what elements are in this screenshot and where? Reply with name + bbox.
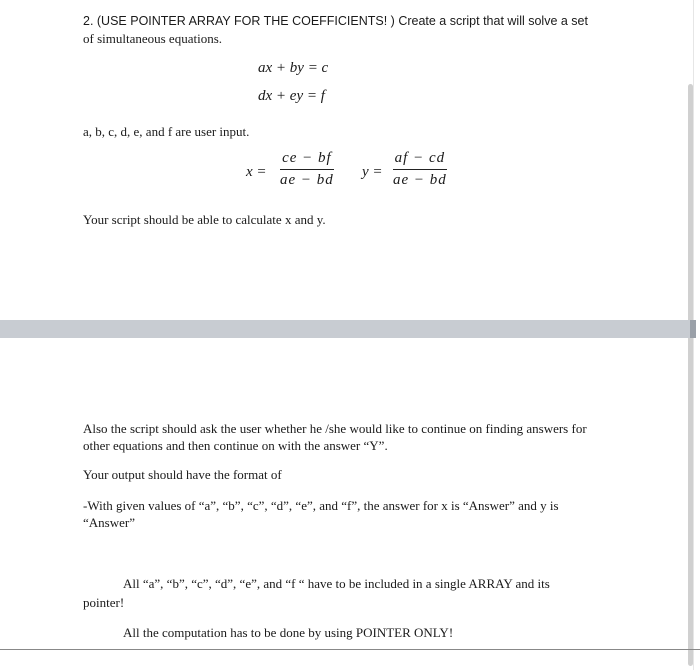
continue-line-2: other equations and then continue on with the answer “Y”. xyxy=(83,438,388,453)
y-fraction-bar xyxy=(393,169,447,170)
continue-note xyxy=(83,420,643,454)
calc-note: Your script should be able to calculate x and y. xyxy=(83,212,326,227)
format-example xyxy=(83,497,643,531)
array-note-line-2: pointer! xyxy=(83,595,125,610)
x-denominator: ae − bd xyxy=(280,172,334,188)
y-fraction xyxy=(393,150,447,189)
pointer-note: All the computation has to be done by using POINTER ONLY! xyxy=(123,625,454,640)
equation-2: dx + ey = f xyxy=(258,88,325,104)
question-line-1: 2. (USE POINTER ARRAY FOR THE COEFFICIENTS! ) Create a script that will solve a set xyxy=(83,14,588,28)
divider-edge xyxy=(690,320,696,338)
continue-line-1: Also the script should ask the user whether he /she would like to continue on finding answers for xyxy=(83,421,587,436)
x-label: x = xyxy=(246,164,267,180)
x-fraction-bar xyxy=(280,169,334,170)
page-bottom-border xyxy=(0,649,700,650)
question-text xyxy=(83,13,643,47)
inputs-note: a, b, c, d, e, and f are user input. xyxy=(83,124,250,139)
x-numerator: ce − bf xyxy=(282,150,332,166)
scrollbar[interactable] xyxy=(688,84,693,666)
format-example-line-1: -With given values of “a”, “b”, “c”, “d”, “e”, and “f”, the answer for x is “Answer” and y is xyxy=(83,498,559,513)
y-numerator: af − cd xyxy=(394,150,446,166)
output-format-note: Your output should have the format of xyxy=(83,467,282,482)
page-divider xyxy=(0,320,694,338)
question-line-2: of simultaneous equations. xyxy=(83,31,223,46)
format-example-line-2: “Answer” xyxy=(83,515,135,530)
y-label: y = xyxy=(362,164,383,180)
x-fraction xyxy=(280,150,334,189)
equation-1: ax + by = c xyxy=(258,60,329,76)
y-denominator: ae − bd xyxy=(393,172,447,188)
array-note-line-1: All “a”, “b”, “c”, “d”, “e”, and “f “ have to be included in a single ARRAY and its xyxy=(123,576,550,591)
